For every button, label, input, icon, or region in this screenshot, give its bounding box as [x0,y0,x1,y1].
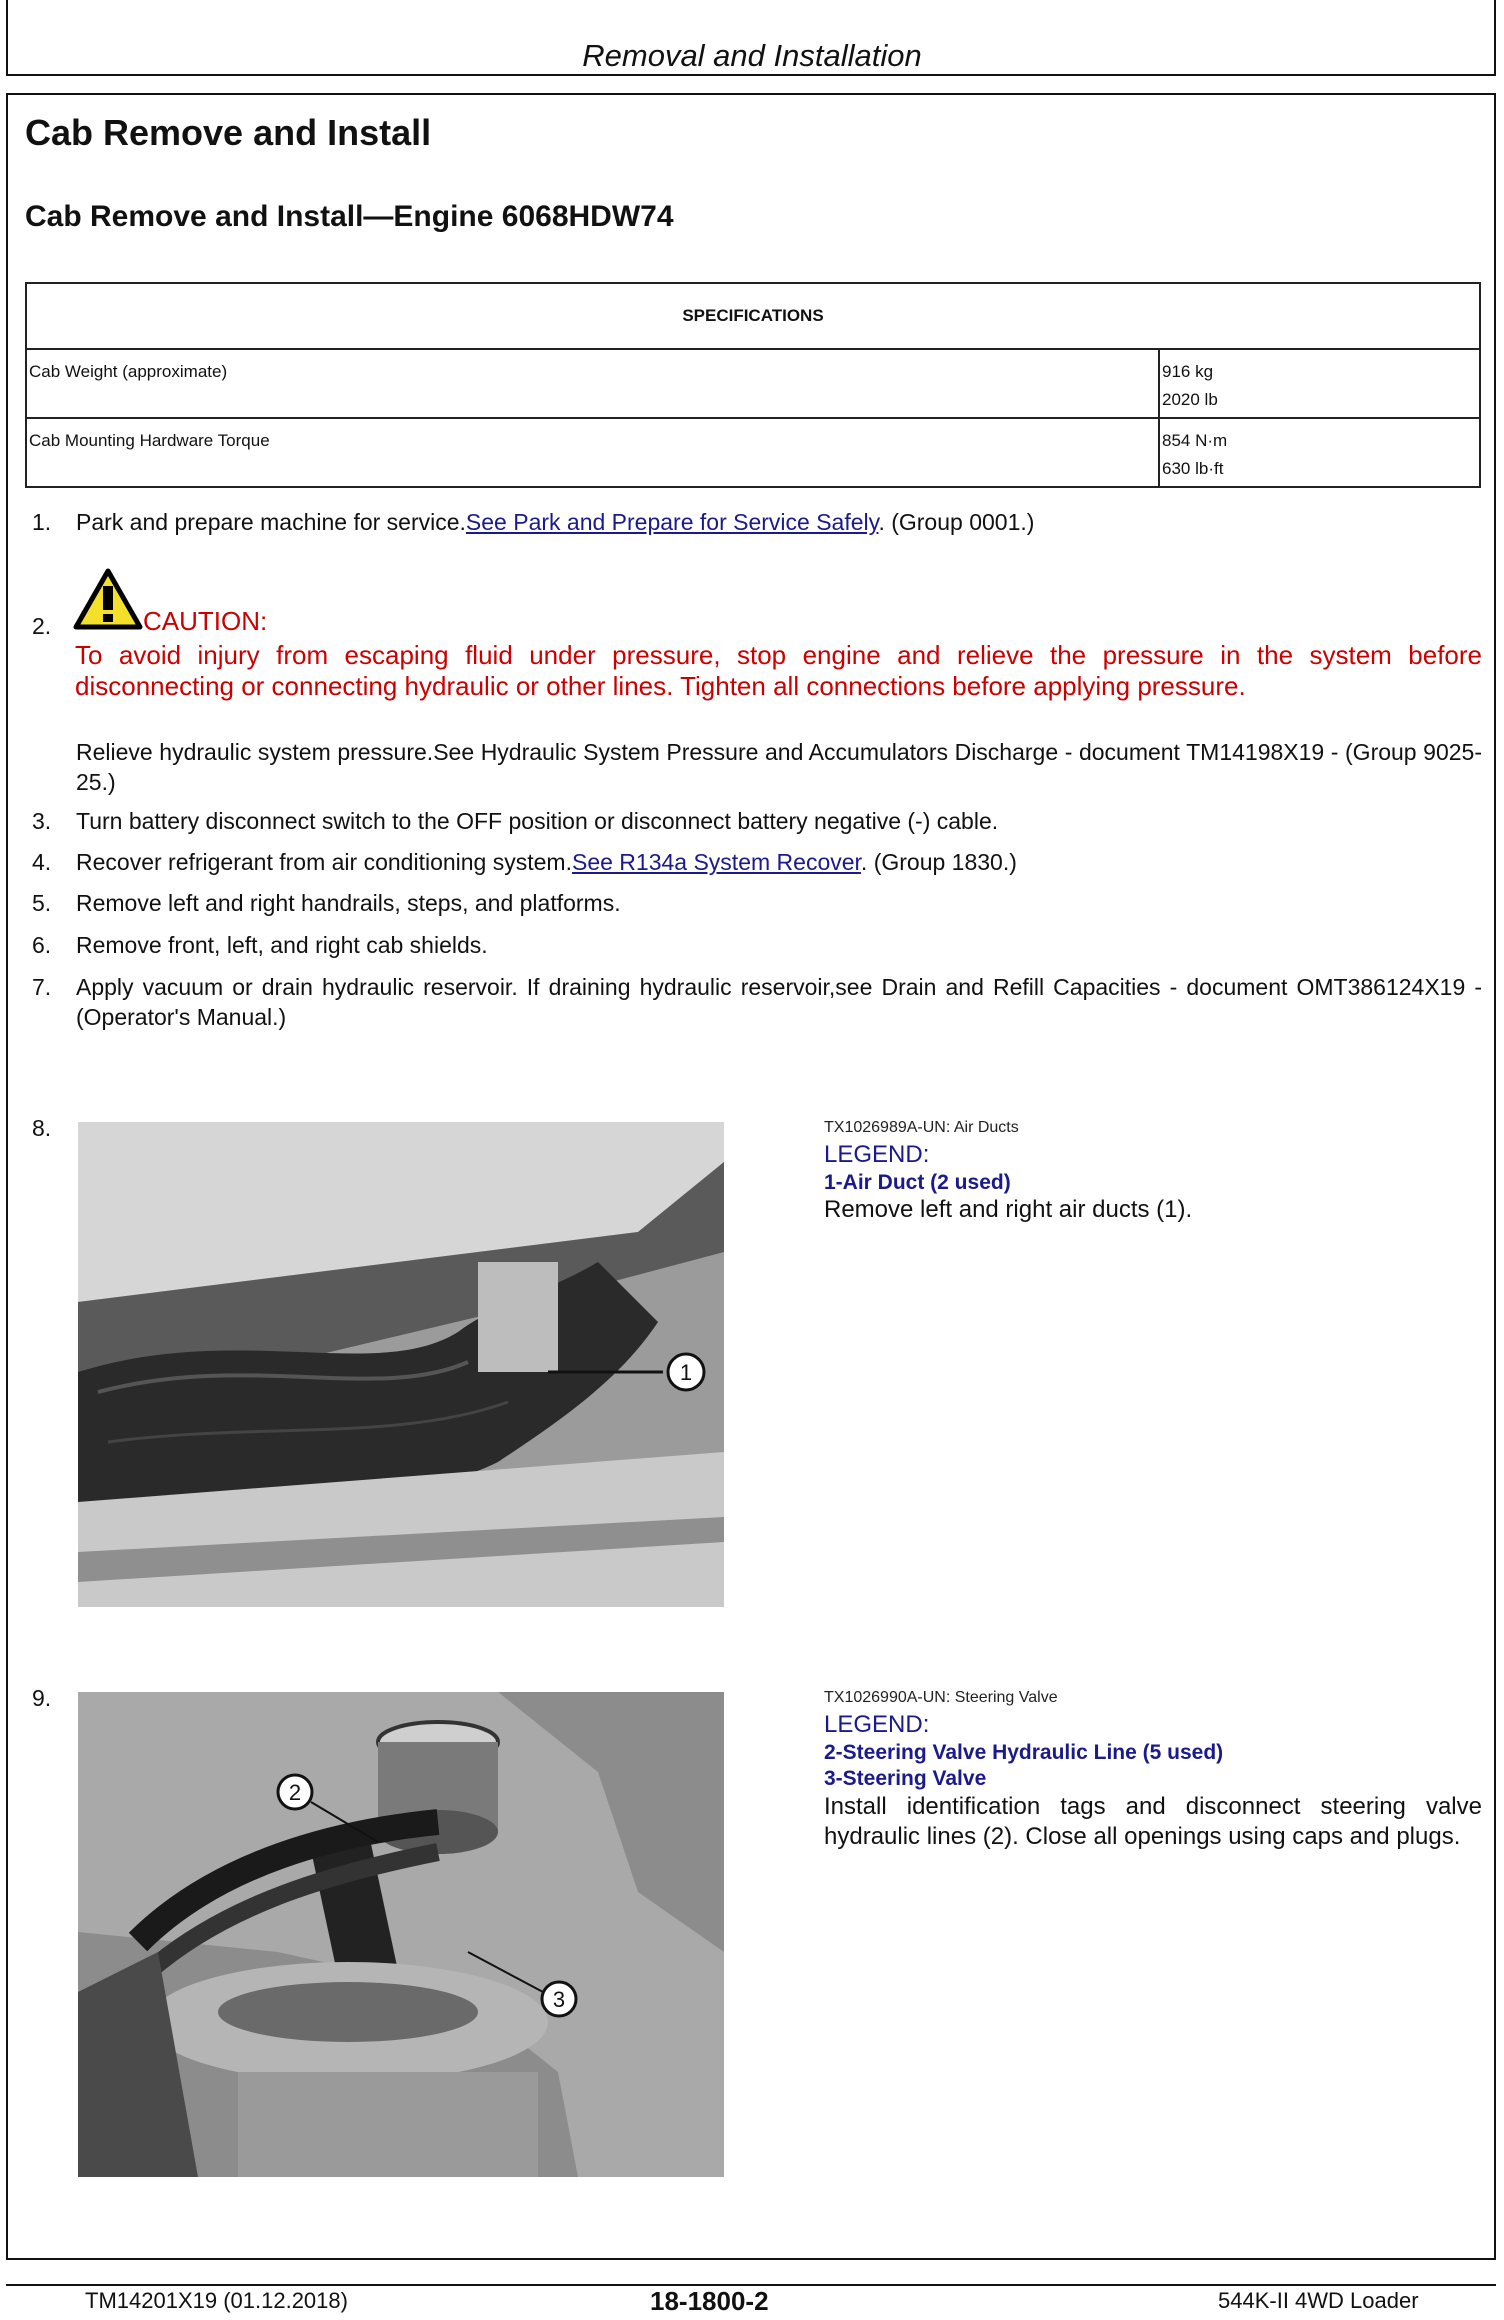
step-number: 6. [32,932,52,958]
step-text [76,847,1017,877]
step-text-tail: . (Group 1830.) [860,849,1017,875]
spec-value [1159,418,1480,487]
caution-text: To avoid injury from escaping fluid under pressure, stop engine and relieve the pressure in the system before disconnecting or connecting hydraulic or other lines. Tighten all connections before applying pressure. [75,640,1482,701]
caution-label: CAUTION: [143,606,268,636]
callout-marker: 3 [552,1987,566,2012]
spec-value-metric: 916 kg [1162,362,1214,381]
steering-valve-illustration [78,1692,724,2177]
air-ducts-illustration [78,1122,724,1607]
step-number: 4. [32,849,52,875]
step-text: Turn battery disconnect switch to the OFF position or disconnect battery negative (-) cable. [76,808,999,834]
park-prepare-link[interactable]: See Park and Prepare for Service Safely [465,509,879,535]
step-number: 3. [32,808,52,834]
footer-model: 544K-II 4WD Loader [1218,2288,1419,2313]
figure-caption: TX1026990A-UN: Steering Valve [824,1689,1058,1706]
step-number: 7. [32,974,52,1000]
step-2-text: Relieve hydraulic system pressure.See Hydraulic System Pressure and Accumulators Discharge - document TM14198X19 - (Group 9025-25.) [76,739,1482,795]
spec-heading-row [26,283,1480,349]
spec-value-imperial: 2020 lb [1162,390,1218,409]
legend-title: LEGEND: [824,1711,930,1738]
legend-item: 1-Air Duct (2 used) [824,1171,1011,1194]
step-text-lead: Park and prepare machine for service. [76,509,466,535]
step-text-lead: Recover refrigerant from air conditioning system. [76,849,572,875]
warning-triangle-icon [73,568,143,630]
step-text: Remove left and right handrails, steps, and platforms. [76,890,621,916]
step-number: 5. [32,890,52,916]
specifications-table [25,282,1481,488]
spec-heading: SPECIFICATIONS [26,283,1480,349]
callout-marker: 1 [679,1360,693,1385]
table-row [26,349,1480,418]
spec-value-metric: 854 N·m [1162,431,1228,450]
steering-valve-photo [78,1692,724,2177]
page-subtitle: Cab Remove and Install—Engine 6068HDW74 [25,200,674,233]
figure-instruction: Remove left and right air ducts (1). [824,1196,1193,1223]
step-text-tail: . (Group 0001.) [878,509,1035,535]
page-title: Cab Remove and Install [25,112,432,153]
step-number: 8. [32,1115,52,1141]
spec-label: Cab Weight (approximate) [26,349,1159,418]
figure-instruction: Install identification tags and disconnect steering valve hydraulic lines (2). Close all openings using caps and plugs. [824,1793,1482,1850]
callout-marker: 2 [288,1780,302,1805]
footer-page-number: 18-1800-2 [650,2286,769,2316]
step-number: 9. [32,1685,52,1711]
r134a-recover-link[interactable]: See R134a System Recover [571,849,861,875]
footer-document-id: TM14201X19 (01.12.2018) [85,2288,348,2313]
step-text [76,507,1034,537]
table-row [26,418,1480,487]
spec-label: Cab Mounting Hardware Torque [26,418,1159,487]
section-header: Removal and Installation [582,38,922,73]
step-number: 1. [32,509,52,535]
step-text: Apply vacuum or drain hydraulic reservoir. If draining hydraulic reservoir,see Drain and Refill Capacities - document OMT386124X19 - (Operator's Manual.) [76,974,1482,1030]
air-ducts-photo [78,1122,724,1607]
legend-item: 3-Steering Valve [824,1767,987,1790]
figure-caption: TX1026989A-UN: Air Ducts [824,1119,1019,1136]
step-number: 2. [32,613,52,639]
step-text: Remove front, left, and right cab shields. [76,932,488,958]
spec-value-imperial: 630 lb·ft [1162,459,1224,478]
spec-value [1159,349,1480,418]
legend-item: 2-Steering Valve Hydraulic Line (5 used) [824,1741,1224,1764]
legend-title: LEGEND: [824,1141,930,1168]
